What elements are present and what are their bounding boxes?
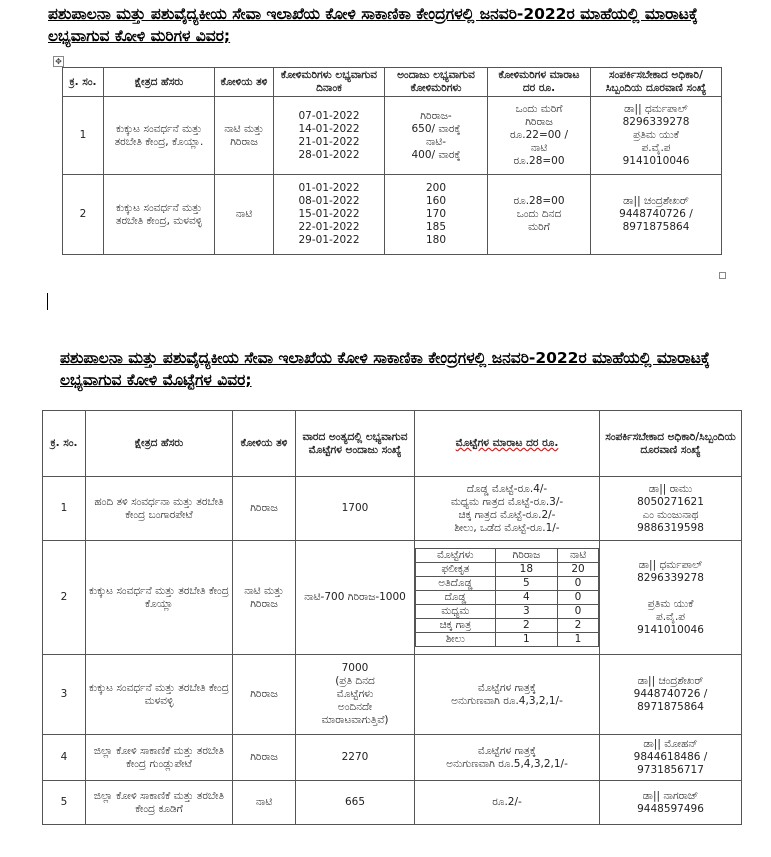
- contact-line: 9886319598: [637, 521, 704, 534]
- rate-line: ಅನುಗುಣವಾಗಿ ರೂ.5,4,3,2,1/-: [446, 757, 568, 770]
- rate-line: ಶೀಲು, ಒಡೆದ ಮೊಟ್ಟೆ-ರೂ.1/-: [454, 521, 560, 534]
- header-sl: ಕ್ರ. ಸಂ.: [63, 68, 104, 97]
- cell-centre: ಕುಕ್ಕುಟ ಸಂವರ್ಧನೆ ಮತ್ತು ತರಬೇತಿ ಕೇಂದ್ರ ಕೊಯ್ಲಾ: [86, 541, 233, 655]
- sub-cell: 5: [495, 577, 557, 591]
- cell-sl: 1: [63, 97, 104, 175]
- qty-line: 7000: [341, 662, 369, 674]
- rate-line: ರೂ.28=00: [513, 155, 565, 167]
- date: 21-01-2022: [298, 135, 360, 148]
- sub-cell: 0: [558, 605, 599, 619]
- chicks-table: [62, 67, 722, 255]
- cell-centre: ಜಿಲ್ಲಾ ಕೋಳಿ ಸಾಕಾಣಿಕೆ ಮತ್ತು ತರಬೇತಿ ಕೇಂದ್ರ ಗುಂಡ್ಲುಪೇಟೆ: [86, 735, 233, 781]
- table-row: [63, 97, 722, 175]
- sub-cell: 3: [495, 605, 557, 619]
- qty-line: 400/ ವಾರಕ್ಕೆ: [411, 148, 461, 161]
- subtable-row: [416, 619, 599, 633]
- qty-line: ನಾಟಿ-: [425, 135, 447, 148]
- sub-cell: ಚಿಕ್ಕ ಗಾತ್ರ: [416, 619, 496, 633]
- page-title-chicks: ಪಶುಪಾಲನಾ ಮತ್ತು ಪಶುವೈದ್ಯಕೀಯ ಸೇವಾ ಇಲಾಖೆಯ ಕೋಳಿ ಸಾಕಾಣಿಕಾ ಕೇಂದ್ರಗಳಲ್ಲಿ ಜನವರಿ-2022ರ ಮಾಹೆಯಲ್ಲಿ ಮಾರಾಟಕ್ಕೆ ಲಭ್ಯವಾಗುವ ಕೋಳಿ ಮರಿಗಳ ವಿವರ;: [48, 5, 698, 45]
- cell-rate: ರೂ.2/-: [415, 781, 600, 825]
- sub-cell: 18: [495, 563, 557, 577]
- cell-sl: 5: [43, 781, 86, 825]
- sub-cell: ದೊಡ್ಡ: [416, 591, 496, 605]
- contact-line: 8296339278: [622, 116, 690, 128]
- cell-breed: ಗಿರಿರಾಜ: [233, 655, 296, 735]
- rate-line: ದೊಡ್ಡ ಮೊಟ್ಟೆ-ರೂ.4/-: [466, 482, 548, 495]
- date: 15-01-2022: [298, 208, 360, 220]
- cell-quantity: ನಾಟಿ-700 ಗಿರಿರಾಜ-1000: [296, 541, 415, 655]
- date: 01-01-2022: [298, 182, 360, 194]
- date: 14-01-2022: [298, 122, 360, 135]
- header-breed: ಕೋಳಿಯ ತಳಿ: [215, 68, 274, 97]
- header-sl: ಕ್ರ. ಸಂ.: [43, 411, 86, 477]
- cell-contact: [600, 781, 742, 825]
- contact-line: 9844618486 /: [633, 751, 708, 763]
- rate-line: ನಾಟಿ: [530, 142, 548, 154]
- cell-breed: ನಾಟಿ: [215, 175, 274, 255]
- contact-line: ಪ.ವೈ.ಪ: [641, 142, 671, 154]
- rate-line: ಚಿಕ್ಕ ಗಾತ್ರದ ಮೊಟ್ಟೆ-ರೂ.2/-: [458, 508, 556, 521]
- subtable-row: [416, 605, 599, 619]
- contact-line: 9141010046: [637, 623, 704, 636]
- date: 22-01-2022: [298, 221, 360, 233]
- header-centre: ಕ್ಷೇತ್ರದ ಹೆಸರು: [86, 411, 233, 477]
- rate-line: ಮೊಟ್ಟೆಗಳ ಗಾತ್ರಕ್ಕೆ: [477, 744, 537, 757]
- contact-line: ಪ.ವೈ.ಪ: [655, 610, 686, 623]
- cell-centre: ಕುಕ್ಕುಟ ಸಂವರ್ಧನೆ ಮತ್ತು ತರಬೇತಿ ಕೇಂದ್ರ, ಮಳವಳ್ಳಿ: [104, 175, 215, 255]
- cell-sl: 3: [43, 655, 86, 735]
- cell-contact: [600, 477, 742, 541]
- rate-line: ಒಂದು ಮರಿಗೆ: [515, 103, 563, 115]
- table-row: [43, 477, 742, 541]
- cell-quantity: 1700: [296, 477, 415, 541]
- cell-rate: [415, 735, 600, 781]
- cell-centre: ಕುಕ್ಕುಟ ಸಂವರ್ಧನೆ ಮತ್ತು ತರಬೇತಿ ಕೇಂದ್ರ ಮಳವಳ್ಳಿ: [86, 655, 233, 735]
- qty-line: ಗಿರಿರಾಜ-: [420, 109, 452, 122]
- contact-line: ಡಾ|| ಧರ್ಮಪಾಲ್: [638, 558, 703, 571]
- rate-line: ಗಿರಿರಾಜ: [525, 116, 553, 128]
- sub-cell: 0: [558, 591, 599, 605]
- cell-breed: ಗಿರಿರಾಜ: [233, 735, 296, 781]
- sub-cell: 4: [495, 591, 557, 605]
- cell-contact: [591, 97, 722, 175]
- table-row: [43, 781, 742, 825]
- cell-contact: [600, 735, 742, 781]
- qty-line: 170: [425, 208, 447, 220]
- sub-cell: ಮಧ್ಯಮ: [416, 605, 496, 619]
- cell-quantity: 2270: [296, 735, 415, 781]
- sub-cell: 1: [558, 633, 599, 647]
- sub-header: ಮೊಟ್ಟೆಗಳು: [416, 549, 496, 563]
- contact-line: ಪ್ರತಿಮ ಯುಕೆ: [633, 129, 679, 141]
- contact-line: 9731856717: [637, 764, 704, 776]
- contact-line: [603, 585, 738, 598]
- cell-rate: [415, 541, 600, 655]
- cell-centre: ಜಿಲ್ಲಾ ಕೋಳಿ ಸಾಕಾಣಿಕೆ ಮತ್ತು ತರಬೇತಿ ಕೇಂದ್ರ ಕೂಡಿಗೆ: [86, 781, 233, 825]
- rate-line: ಮರಿಗೆ: [528, 221, 550, 233]
- qty-line: 200: [425, 182, 447, 194]
- contact-line: 8296339278: [637, 571, 704, 584]
- qty-line: ಮಾರಾಟವಾಗುತ್ತಿವೆ): [321, 714, 389, 726]
- rate-line: ರೂ.28=00: [513, 195, 565, 207]
- contact-line: ಎಂ ಮಂಜುನಾಥ: [642, 508, 699, 521]
- egg-size-subtable: [415, 548, 599, 647]
- subtable-header-row: [416, 549, 599, 563]
- cell-dates: [274, 97, 385, 175]
- cell-dates: [274, 175, 385, 255]
- contact-line: 9141010046: [622, 155, 690, 167]
- qty-line: 185: [425, 221, 447, 233]
- cell-rate: [488, 97, 591, 175]
- qty-line: ಅಂದಿನದೇ: [337, 701, 373, 713]
- cell-centre: ಹಂದಿ ತಳಿ ಸಂವರ್ಧನಾ ಮತ್ತು ತರಬೇತಿ ಕೇಂದ್ರ ಬಂಗಾರಪೇಟೆ: [86, 477, 233, 541]
- text-cursor: [47, 293, 48, 310]
- subtable-row: [416, 563, 599, 577]
- date: 29-01-2022: [298, 234, 360, 246]
- sub-cell: 2: [495, 619, 557, 633]
- contact-line: ಡಾ|| ಧರ್ಮಪಾಲ್: [624, 103, 688, 115]
- contact-line: 9448740726 /: [619, 208, 693, 220]
- rate-line: ಮೊಟ್ಟೆಗಳ ಗಾತ್ರಕ್ಕೆ: [477, 681, 537, 694]
- header-quantity: ಅಂದಾಜು ಲಭ್ಯವಾಗುವ ಕೋಳಿಮರಿಗಳು: [385, 68, 488, 97]
- cell-sl: 2: [63, 175, 104, 255]
- sub-cell: ಫಲೀಕೃತ: [416, 563, 496, 577]
- cell-breed: ಗಿರಿರಾಜ: [233, 477, 296, 541]
- sub-cell: 20: [558, 563, 599, 577]
- table-row: [43, 655, 742, 735]
- qty-line: ಮೊಟ್ಟೆಗಳು: [336, 688, 374, 700]
- date: 28-01-2022: [298, 148, 360, 161]
- contact-line: 8971875864: [637, 701, 704, 713]
- subtable-row: [416, 591, 599, 605]
- header-date: ಕೋಳಿಮರಿಗಳು ಲಭ್ಯವಾಗುವ ದಿನಾಂಕ: [274, 68, 385, 97]
- sub-header: ನಾಟಿ: [558, 549, 599, 563]
- contact-line: ಡಾ|| ನಾಗರಾಜ್: [642, 789, 699, 802]
- contact-line: 8971875864: [622, 221, 690, 233]
- cell-quantity: [385, 175, 488, 255]
- cell-sl: 2: [43, 541, 86, 655]
- contact-line: ಪ್ರತಿಮ ಯುಕೆ: [647, 597, 694, 610]
- sub-cell: 0: [558, 577, 599, 591]
- cell-rate: [488, 175, 591, 255]
- header-contact: ಸಂಪರ್ಕಿಸಬೇಕಾದ ಅಧಿಕಾರಿ/ಸಿಬ್ಬಂದಿಯ ದೂರವಾಣಿ ಸಂಖ್ಯೆ: [591, 68, 722, 97]
- cell-centre: ಕುಕ್ಕುಟ ಸಂವರ್ಧನೆ ಮತ್ತು ತರಬೇತಿ ಕೇಂದ್ರ, ಕೊಯ್ಲಾ.: [104, 97, 215, 175]
- rate-line: ರೂ.22=00 /: [510, 129, 568, 141]
- contact-line: 8050271621: [637, 495, 704, 508]
- cell-breed: ನಾಟಿ: [233, 781, 296, 825]
- sub-cell: 2: [558, 619, 599, 633]
- sub-cell: 1: [495, 633, 557, 647]
- header-centre: ಕ್ಷೇತ್ರದ ಹೆಸರು: [104, 68, 215, 97]
- header-rate: [415, 411, 600, 477]
- cell-sl: 4: [43, 735, 86, 781]
- contact-line: 9448740726 /: [633, 688, 708, 700]
- sub-cell: ಅತಿದೊಡ್ಡ: [416, 577, 496, 591]
- cell-quantity: [296, 655, 415, 735]
- qty-line: 160: [425, 195, 447, 207]
- contact-line: ಡಾ|| ಮೋಹನ್: [643, 738, 698, 750]
- table-header-row: [63, 68, 722, 97]
- table-move-handle-icon[interactable]: ✥: [53, 56, 64, 67]
- contact-line: ಡಾ|| ಚಂದ್ರಶೇಖರ್: [637, 675, 704, 687]
- table-row: [43, 541, 742, 655]
- rate-line: ಒಂದು ದಿನದ: [516, 208, 562, 220]
- header-quantity: ವಾರದ ಅಂತ್ಯದಲ್ಲಿ ಲಭ್ಯವಾಗುವ ಮೊಟ್ಟೆಗಳ ಅಂದಾಜು ಸಂಖ್ಯೆ: [296, 411, 415, 477]
- header-contact: ಸಂಪರ್ಕಿಸಬೇಕಾದ ಅಧಿಕಾರಿ/ಸಿಬ್ಬಂದಿಯ ದೂರವಾಣಿ ಸಂಖ್ಯೆ: [600, 411, 742, 477]
- eggs-table: [42, 410, 742, 825]
- header-breed: ಕೋಳಿಯ ತಳಿ: [233, 411, 296, 477]
- header-rate-text: ಮೊಟ್ಟೆಗಳ ಮಾರಾಟ ದರ ರೂ.: [455, 437, 559, 449]
- date: 07-01-2022: [298, 109, 360, 122]
- qty-line: (ಪ್ರತಿ ದಿನದ: [335, 675, 375, 687]
- qty-line: 650/ ವಾರಕ್ಕೆ: [411, 122, 461, 135]
- sub-cell: ಶೀಲು: [416, 633, 496, 647]
- cell-quantity: [385, 97, 488, 175]
- sub-header: ಗಿರಿರಾಜ: [495, 549, 557, 563]
- table-row: [63, 175, 722, 255]
- qty-line: 180: [425, 234, 447, 246]
- table-header-row: [43, 411, 742, 477]
- table-row: [43, 735, 742, 781]
- subtable-row: [416, 577, 599, 591]
- rate-line: ಮಧ್ಯಮ ಗಾತ್ರದ ಮೊಟ್ಟೆ-ರೂ.3/-: [450, 495, 564, 508]
- cell-contact: [591, 175, 722, 255]
- contact-line: ಡಾ|| ರಾಮು: [648, 482, 693, 495]
- cell-breed: ನಾಟಿ ಮತ್ತು ಗಿರಿರಾಜ: [215, 97, 274, 175]
- cell-rate: [415, 477, 600, 541]
- contact-line: ಡಾ|| ಚಂದ್ರಶೇಖರ್: [623, 195, 689, 207]
- cell-quantity: 665: [296, 781, 415, 825]
- table-resize-handle[interactable]: [719, 272, 726, 279]
- cell-sl: 1: [43, 477, 86, 541]
- cell-contact: [600, 655, 742, 735]
- page-title-eggs: ಪಶುಪಾಲನಾ ಮತ್ತು ಪಶುವೈದ್ಯಕೀಯ ಸೇವಾ ಇಲಾಖೆಯ ಕೋಳಿ ಸಾಕಾಣಿಕಾ ಕೇಂದ್ರಗಳಲ್ಲಿ ಜನವರಿ-2022ರ ಮಾಹೆಯಲ್ಲಿ ಮಾರಾಟಕ್ಕೆ ಲಭ್ಯವಾಗುವ ಕೋಳಿ ಮೊಟ್ಟೆಗಳ ವಿವರ;: [60, 349, 710, 389]
- header-rate: ಕೋಳಿಮರಿಗಳ ಮಾರಾಟ ದರ ರೂ.: [488, 68, 591, 97]
- cell-breed: ನಾಟಿ ಮತ್ತು ಗಿರಿರಾಜ: [233, 541, 296, 655]
- rate-line: ಅನುಗುಣವಾಗಿ ರೂ.4,3,2,1/-: [451, 694, 563, 707]
- cell-rate: [415, 655, 600, 735]
- contact-line: 9448597496: [637, 802, 704, 815]
- subtable-row: [416, 633, 599, 647]
- cell-contact: [600, 541, 742, 655]
- date: 08-01-2022: [298, 195, 360, 207]
